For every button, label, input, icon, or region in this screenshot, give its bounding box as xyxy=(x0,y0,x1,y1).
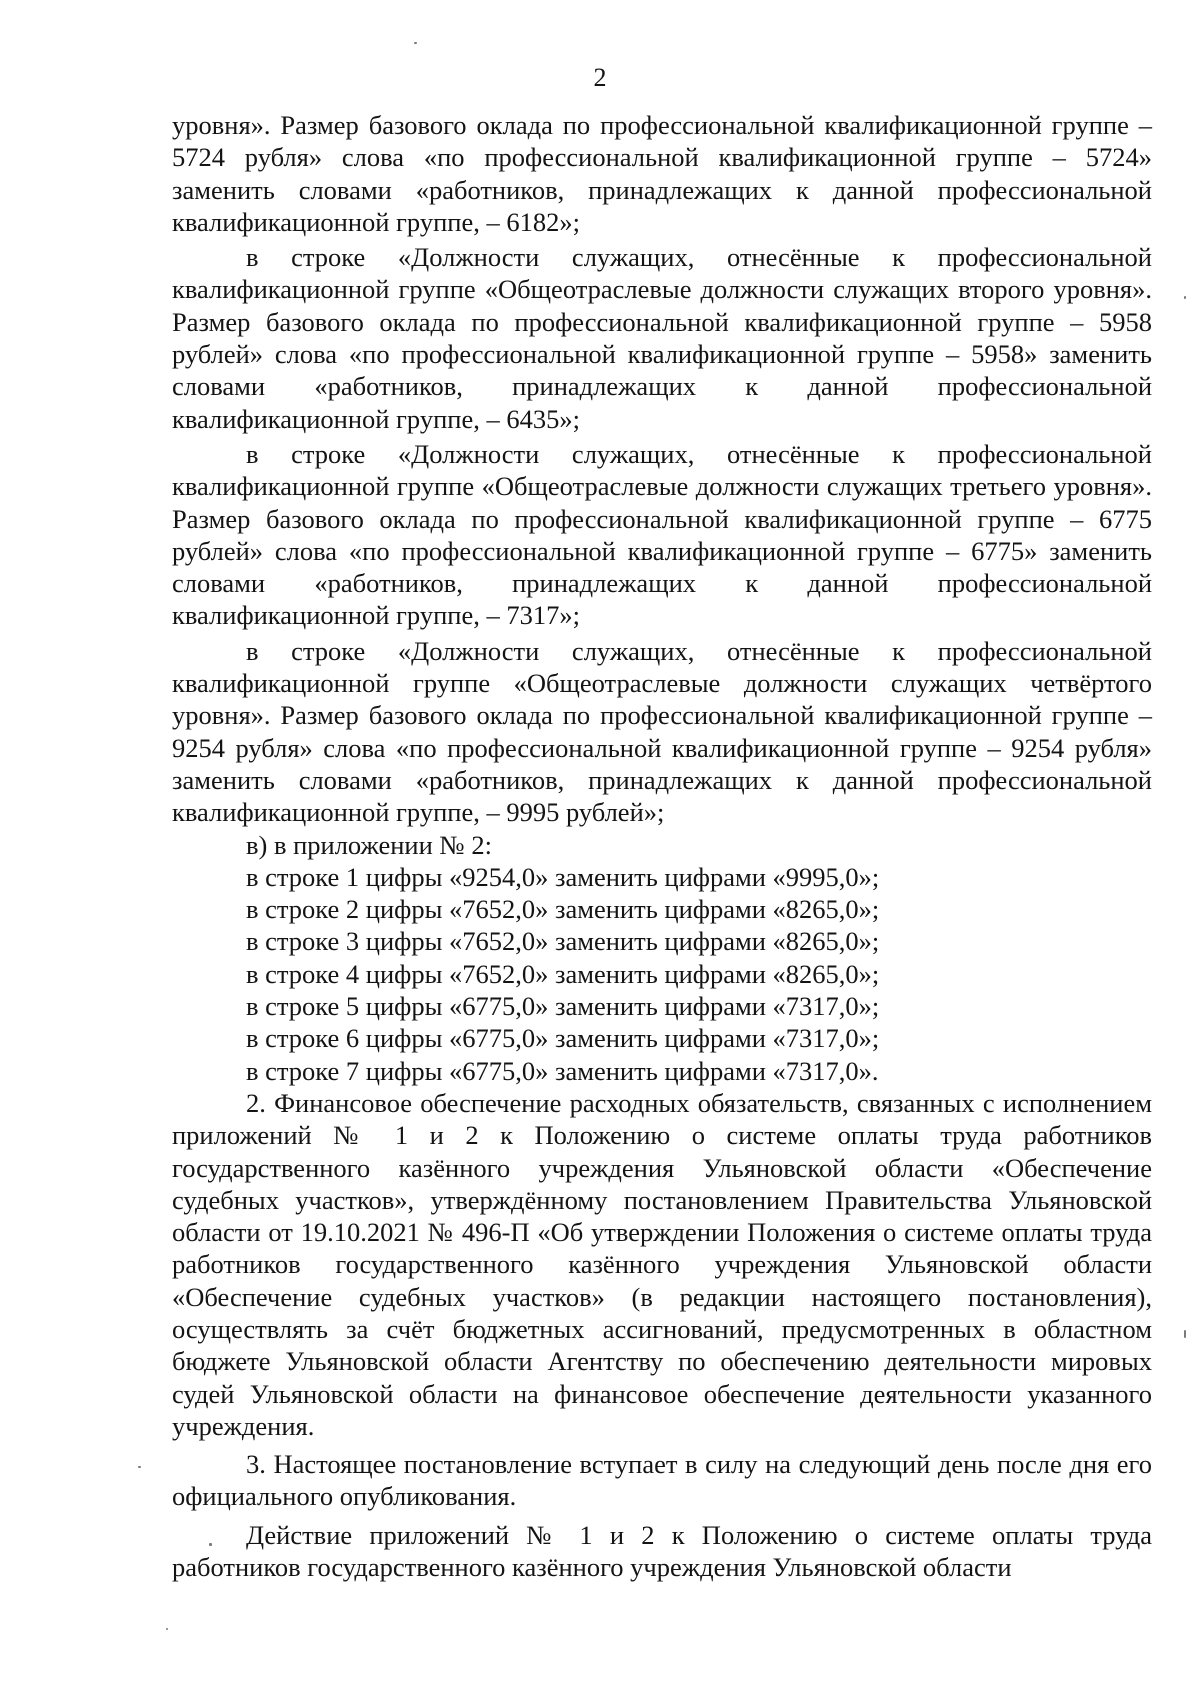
list-item: в строке 4 цифры «7652,0» заменить цифрами «8265,0»; xyxy=(246,958,880,989)
paragraph-fourth-level: в строке «Должности служащих, отнесённые к профессиональной квалификационной группе «Общеотраслевые должности служащих четвёртого уровня». Размер базового оклада по профессиональной квалификационной группе – 9254 рубля» слова «по профессиональной квалификационной группе – 9254 рубля» заменить словами «работников, принадлежащих к данной профессиональной квалификационной группе, – 9995 рублей»; xyxy=(172,635,1152,828)
list-item: в строке 6 цифры «6775,0» заменить цифрами «7317,0»; xyxy=(246,1023,880,1054)
paragraph-appendix-effect: Действие приложений № 1 и 2 к Положению о системе оплаты труда работников государственного казённого учреждения Ульяновской области xyxy=(172,1519,1152,1583)
list-item: в строке 5 цифры «6775,0» заменить цифрами «7317,0»; xyxy=(246,991,880,1022)
scan-speck xyxy=(414,42,417,44)
list-item: в строке 1 цифры «9254,0» заменить цифрами «9995,0»; xyxy=(246,861,880,892)
scan-speck xyxy=(1184,1330,1186,1338)
paragraph-continuation: уровня». Размер базового оклада по профессиональной квалификационной группе – 5724 рубля» слова «по профессиональной квалификационной группе – 5724» заменить словами «работников, принадлежащих к данной профессиональной квалификационной группе, – 6182»; xyxy=(172,110,1152,237)
page-number: 2 xyxy=(593,63,607,92)
paragraph-second-level: в строке «Должности служащих, отнесённые к профессиональной квалификационной группе «Общеотраслевые должности служащих второго уровня». Размер базового оклада по профессиональной квалификационной группе – 5958 рублей» слова «по профессиональной квалификационной группе – 5958» заменить словами «работников, принадлежащих к данной профессиональной квалификационной группе, – 6435»; xyxy=(172,242,1152,434)
list-item: в строке 2 цифры «7652,0» заменить цифрами «8265,0»; xyxy=(246,894,880,925)
list-item: в строке 7 цифры «6775,0» заменить цифрами «7317,0». xyxy=(246,1055,879,1086)
scan-speck xyxy=(138,1466,141,1468)
list-item: в строке 3 цифры «7652,0» заменить цифрами «8265,0»; xyxy=(246,926,880,957)
paragraph-appendix-2: в) в приложении № 2: xyxy=(246,829,492,860)
paragraph-section-3: 3. Настоящее постановление вступает в силу на следующий день после дня его официального опубликования. xyxy=(172,1449,1152,1512)
scan-speck xyxy=(1184,296,1186,299)
paragraph-section-2: 2. Финансовое обеспечение расходных обязательств, связанных с исполнением приложений № 1 и 2 к Положению о системе оплаты труда работников государственного казённого учреждения Ульяновской области «Обеспечение судебных участков», утверждённому постановлением Правительства Ульяновской области от 19.10.2021 № 496-П «Об утверждении Положения о системе оплаты труда работников государственного казённого учреждения Ульяновской области «Обеспечение судебных участков» (в редакции настоящего постановления), осуществлять за счёт бюджетных ассигнований, предусмотренных в областном бюджете Ульяновской области Агентству по обеспечению деятельности мировых судей Ульяновской области на финансовое обеспечение деятельности указанного учреждения. xyxy=(172,1087,1152,1441)
appendix-2-list xyxy=(172,861,1152,1087)
scan-speck xyxy=(209,1543,212,1546)
document-body xyxy=(172,109,1152,1583)
scan-speck xyxy=(166,1628,168,1630)
paragraph-third-level: в строке «Должности служащих, отнесённые к профессиональной квалификационной группе «Общеотраслевые должности служащих третьего уровня». Размер базового оклада по профессиональной квалификационной группе – 6775 рублей» слова «по профессиональной квалификационной группе – 6775» заменить словами «работников, принадлежащих к данной профессиональной квалификационной группе, – 7317»; xyxy=(172,438,1152,631)
